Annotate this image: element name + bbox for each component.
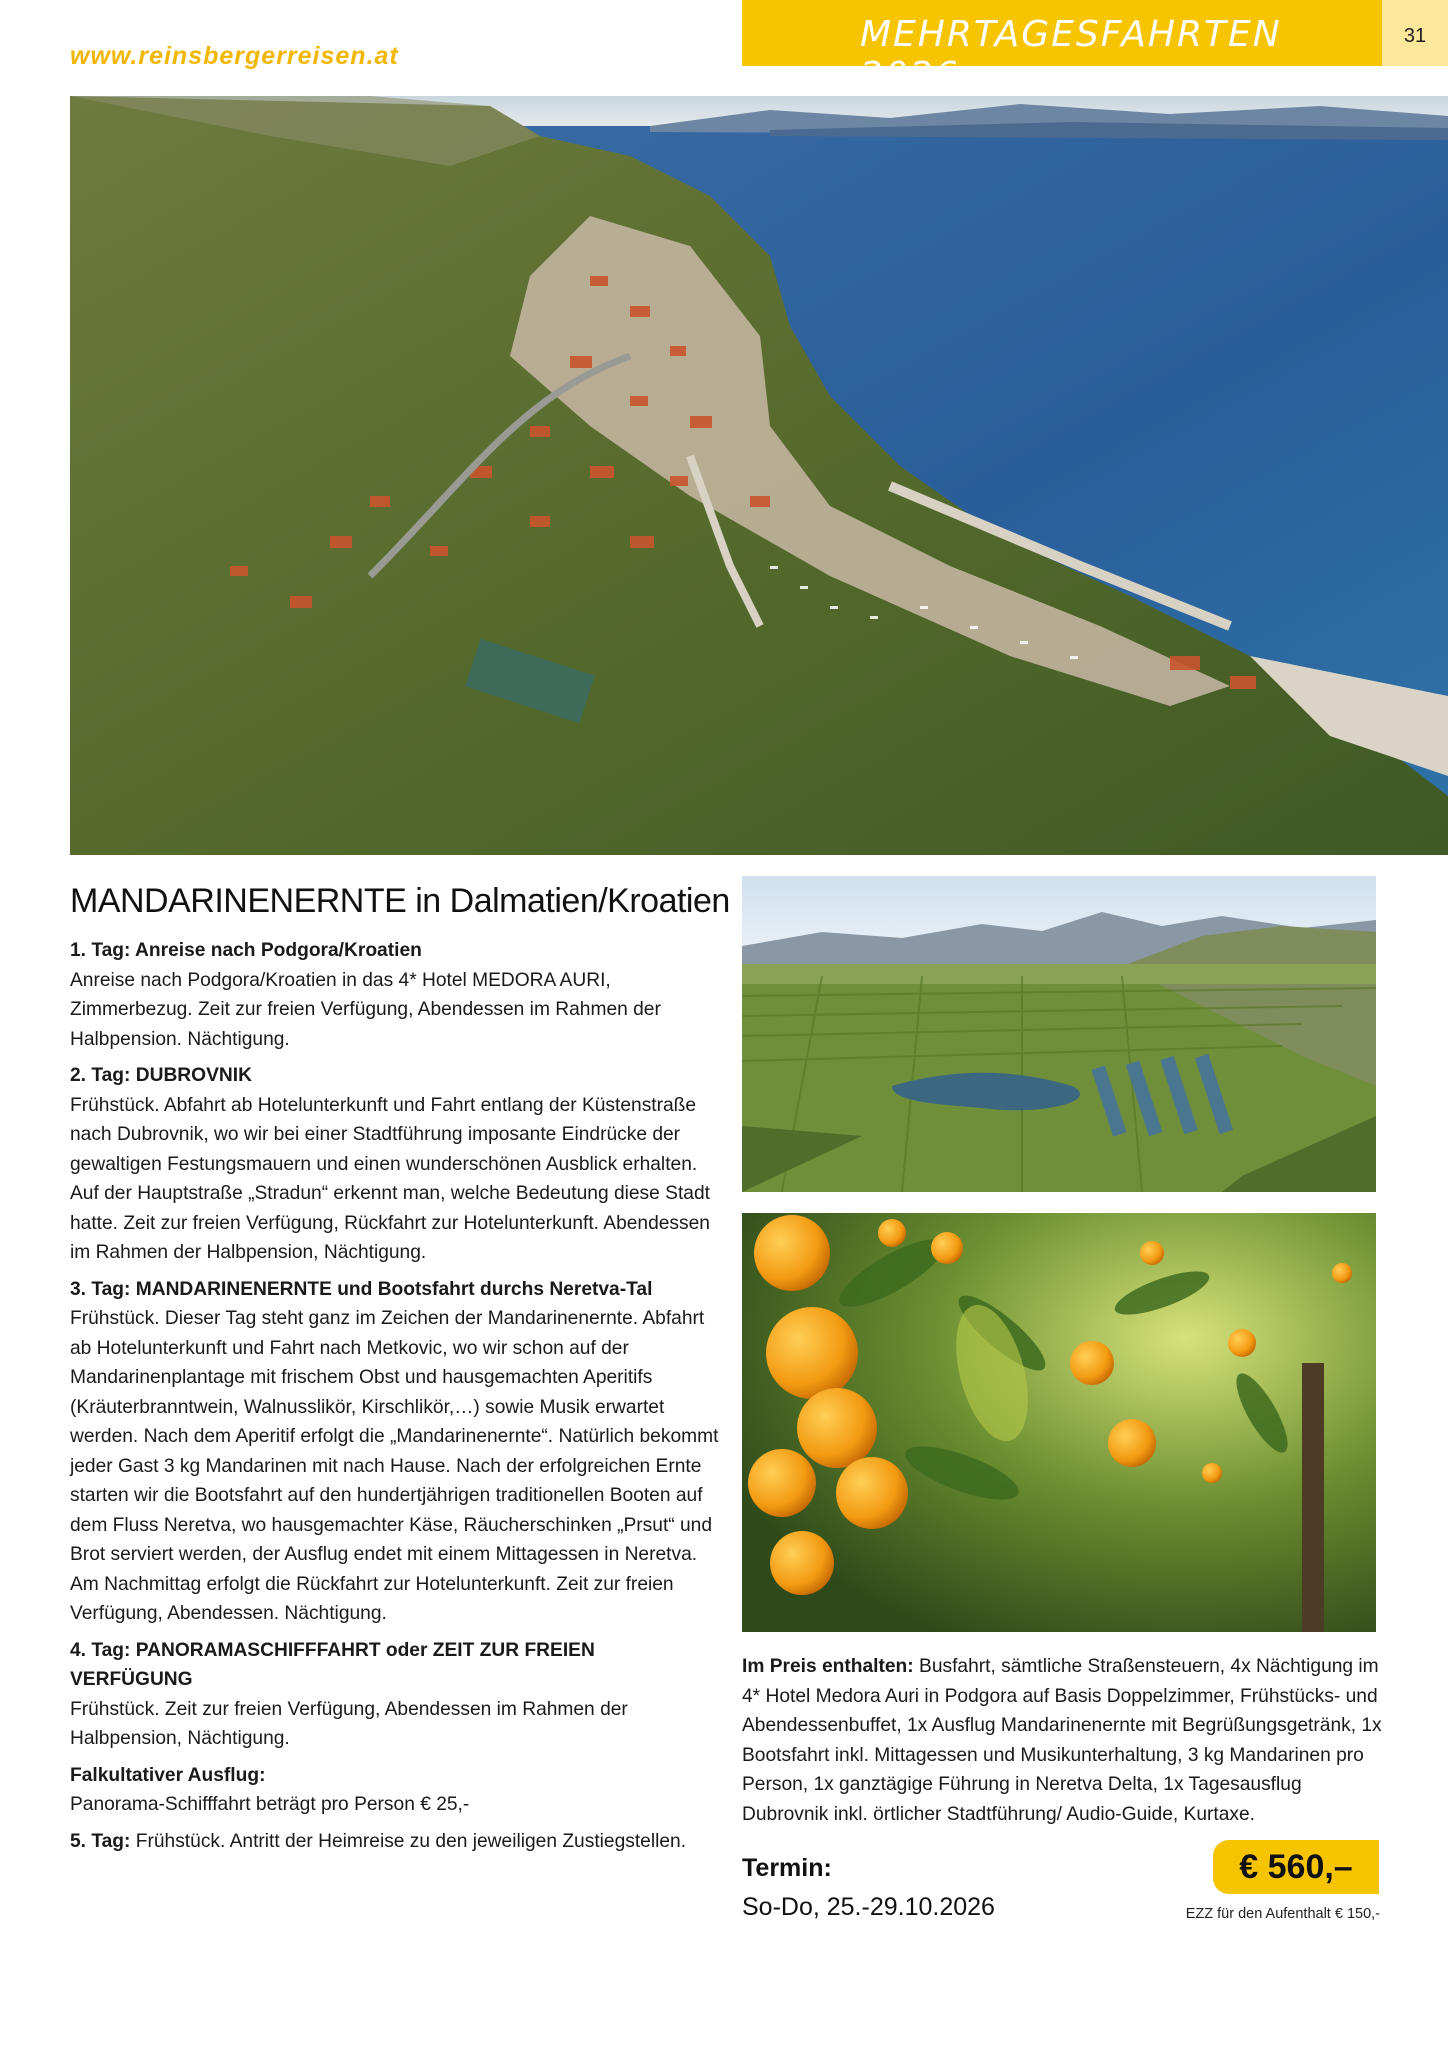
day-heading: 2. Tag: DUBROVNIK bbox=[70, 1065, 252, 1086]
optional-excursion bbox=[70, 1761, 720, 1820]
day-heading: 3. Tag: MANDARINENERNTE und Bootsfahrt durchs Neretva-Tal bbox=[70, 1278, 653, 1300]
itinerary-day bbox=[70, 1827, 720, 1857]
price-included bbox=[742, 1652, 1382, 1829]
excursion-heading: Falkultativer Ausflug: bbox=[70, 1764, 266, 1786]
day-heading: 5. Tag: bbox=[70, 1830, 131, 1852]
itinerary-day bbox=[70, 936, 720, 1054]
price-badge: € 560,– bbox=[1213, 1840, 1379, 1894]
page-number: 31 bbox=[1382, 0, 1448, 66]
excursion-text: Panorama-Schifffahrt beträgt pro Person € 25,- bbox=[70, 1794, 470, 1815]
website-url[interactable]: www.reinsbergerreisen.at bbox=[70, 42, 399, 70]
single-room-surcharge: EZZ für den Aufenthalt € 150,- bbox=[1185, 1906, 1380, 1922]
day-text: Frühstück. Abfahrt ab Hotelunterkunft und Fahrt entlang der Küstenstraße nach Dubrovnik, wo wir bei einer Stadtführung imposante Eindrücke der gewaltigen Festungsmauern und einen wunderschönen Ausblick erhalten. Auf der Hauptstraße „Stradun“ erkennt man, welche Bedeutung diese Stadt hatte. Zeit zur freien Verfügung, Rückfahrt zur Hotelunterkunft. Abendessen im Rahmen der Halbpension, Nächtigung. bbox=[70, 1094, 710, 1263]
included-text: Busfahrt, sämtliche Straßensteuern, 4x Nächtigung im 4* Hotel Medora Auri in Podgora auf Basis Doppelzimmer, Frühstücks- und Abendessenbuffet, 1x Ausflug Mandarinenernte mit Begrüßungsgetränk, 1x Bootsfahrt inkl. Mittagessen und Musikunterhaltung, 3 kg Mandarinen pro Person, 1x ganztägige Führung in Neretva Delta, 1x Tagesausflug Dubrovnik inkl. örtlicher Stadtführung/ Audio-Guide, Kurtaxe. bbox=[742, 1656, 1382, 1825]
itinerary-day bbox=[70, 1275, 720, 1629]
day-text: Frühstück. Dieser Tag steht ganz im Zeichen der Mandarinenernte. Abfahrt ab Hotelunterkunft und Fahrt nach Metkovic, wo wir schon auf der Mandarinenplantage mit frischem Obst und hausgemachten Aperitifs (Kräuterbranntwein, Walnusslikör, Kirschlikör,…) sowie Musik erwartet werden. Nach dem Aperitif erfolgt die „Mandarinenernte“. Natürlich bekommt jeder Gast 3 kg Mandarinen mit nach Hause. Nach der erfolgreichen Ernte starten wir die Bootsfahrt auf den hundertjährigen traditionellen Booten auf dem Fluss Neretva, wo hausgemachter Käse, Räucherschinken „Prsut“ und Brot serviert werden, der Ausflug endet mit einem Mittagessen in Neretva. Am Nachmittag erfolgt die Rückfahrt zur Hotelunterkunft. Zeit zur freien Verfügung, Abendessen. Nächtigung. bbox=[70, 1308, 719, 1624]
included-label: Im Preis enthalten: bbox=[742, 1656, 914, 1677]
day-text: Frühstück. Zeit zur freien Verfügung, Abendessen im Rahmen der Halbpension, Nächtigung. bbox=[70, 1698, 628, 1749]
banner-title: MEHRTAGESFAHRTEN 2026 bbox=[860, 14, 1282, 96]
day-heading: 1. Tag: Anreise nach Podgora/Kroatien bbox=[70, 940, 422, 961]
mandarin-tree-photo bbox=[742, 1213, 1376, 1632]
neretva-delta-photo bbox=[742, 876, 1376, 1192]
page-title: MANDARINENERNTE in Dalmatien/Kroatien bbox=[70, 882, 730, 920]
itinerary-day bbox=[70, 1061, 720, 1268]
termin-label: Termin: bbox=[742, 1854, 832, 1882]
itinerary bbox=[70, 936, 720, 1863]
termin-date: So-Do, 25.-29.10.2026 bbox=[742, 1893, 995, 1921]
coastal-town-photo bbox=[70, 96, 1448, 855]
day-heading: 4. Tag: PANORAMASCHIFFFAHRT oder ZEIT ZUR FREIEN VERFÜGUNG bbox=[70, 1639, 595, 1690]
day-text: Anreise nach Podgora/Kroatien in das 4* Hotel MEDORA AURI, Zimmerbezug. Zeit zur freien Verfügung, Abendessen im Rahmen der Halbpension. Nächtigung. bbox=[70, 969, 661, 1050]
itinerary-day bbox=[70, 1636, 720, 1754]
day-text: Frühstück. Antritt der Heimreise zu den jeweiligen Zustiegstellen. bbox=[135, 1830, 687, 1852]
